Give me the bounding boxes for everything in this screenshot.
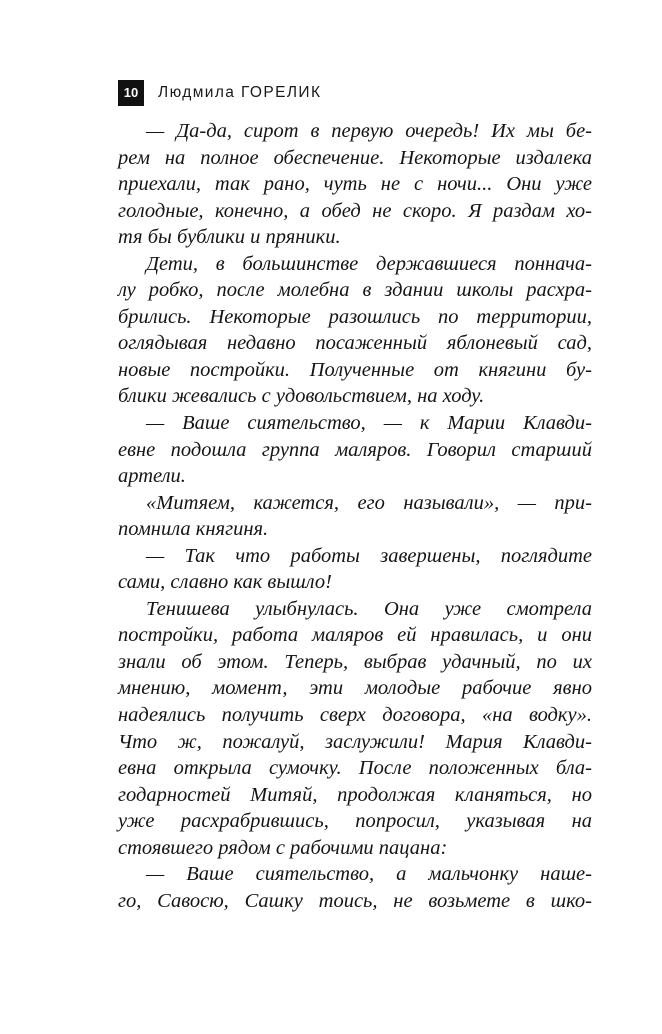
text-line: знали об этом. Теперь, выбрав удачный, по их xyxy=(118,650,592,673)
text-line: — Ваше сиятельство, а мальчонку наше- xyxy=(146,863,592,886)
author-running-head: Людмила ГОРЕЛИК xyxy=(158,84,322,101)
text-line: — Ваше сиятельство, — к Марии Клавди- xyxy=(146,412,592,435)
text-line: Тенишева улыбнулась. Она уже смотрела xyxy=(146,597,592,620)
text-line: помнила княгиня. xyxy=(118,518,269,541)
text-line: — Да-да, сирот в первую очередь! Их мы бе- xyxy=(146,120,592,142)
text-line: брились. Некоторые разошлись по территории, xyxy=(118,305,592,328)
text-line: постройки, работа маляров ей нравилась, и они xyxy=(118,624,592,647)
text-line: го, Савосю, Сашку тоись, не возьмете в шко- xyxy=(118,889,592,912)
body-text xyxy=(118,118,592,914)
text-line: лу робко, после молебна в здании школы расхра- xyxy=(118,279,592,302)
text-line: надеялись получить сверх договора, «на водку». xyxy=(118,704,592,727)
text-line: мнению, момент, эти молодые рабочие явно xyxy=(118,677,592,700)
text-line: стоявшего рядом с рабочими пацана: xyxy=(118,836,448,859)
text-line: Дети, в большинстве державшиеся поннача- xyxy=(146,252,592,275)
text-line: уже расхрабрившись, попросил, указывая на xyxy=(118,810,592,833)
text-line: — Так что работы завершены, поглядите xyxy=(146,544,592,567)
text-line: евна открыла сумочку. После положенных бла- xyxy=(118,757,592,780)
text-line: приехали, так рано, чуть не с ночи... Они уже xyxy=(118,173,592,196)
text-line: новые постройки. Полученные от княгини бу- xyxy=(118,358,592,381)
text-line: Что ж, пожалуй, заслужили! Мария Клавди- xyxy=(118,730,592,753)
text-line: тя бы бублики и пряники. xyxy=(118,226,341,249)
text-line: евне подошла группа маляров. Говорил старший xyxy=(118,438,592,461)
text-line: артели. xyxy=(118,465,186,488)
running-header xyxy=(118,80,321,106)
text-line: сами, славно как вышло! xyxy=(118,571,332,594)
text-line: блики жевались с удовольствием, на ходу. xyxy=(118,385,485,408)
page-number: 10 xyxy=(118,80,144,106)
text-line: оглядывая недавно посаженный яблоневый сад, xyxy=(118,332,592,355)
text-line: «Митяем, кажется, его называли», — при- xyxy=(146,491,592,514)
text-line: годарностей Митяй, продолжая кланяться, но xyxy=(118,783,592,806)
text-line: голодные, конечно, а обед не скоро. Я раздам хо- xyxy=(118,199,592,222)
text-line: рем на полное обеспечение. Некоторые издалека xyxy=(118,146,592,169)
